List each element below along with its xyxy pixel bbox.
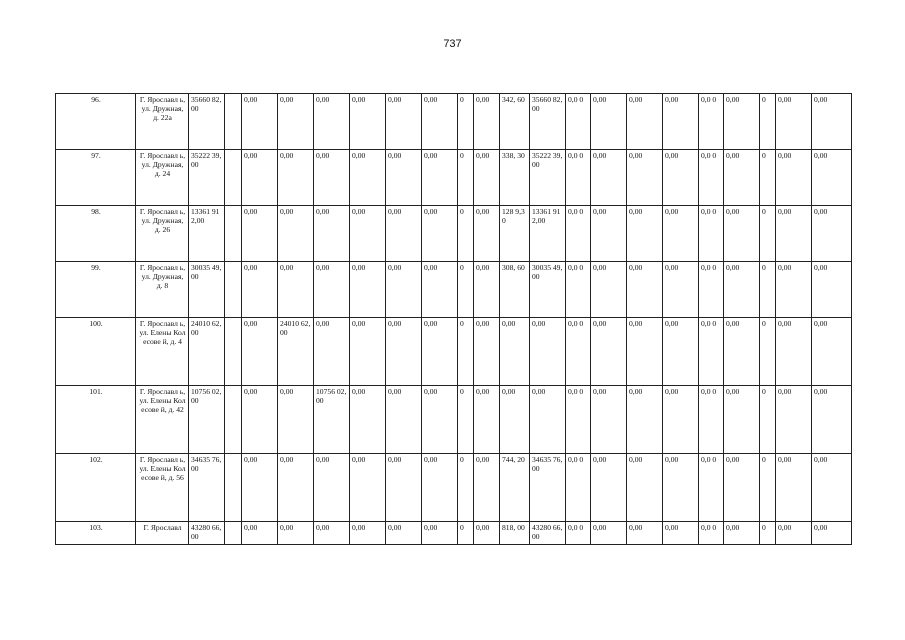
value-cell: 0,0 0	[566, 386, 591, 454]
value-cell: 0,00	[627, 150, 663, 206]
value-cell: 0,00	[422, 94, 458, 150]
value-cell: 0,00	[627, 386, 663, 454]
value-cell: 0,00	[278, 262, 314, 318]
register-table	[55, 93, 852, 545]
address-cell: Г. Ярославл ь, ул. Дружная, д. 24	[136, 150, 189, 206]
value-cell: 0,00	[663, 522, 699, 545]
value-cell: 0,00	[591, 454, 627, 522]
value-cell: 35222 39,00	[189, 150, 225, 206]
table-row	[56, 262, 852, 318]
value-cell: 0,00	[776, 206, 812, 262]
address-cell: Г. Ярославл	[136, 522, 189, 545]
value-cell: 0,00	[812, 206, 852, 262]
address-cell: Г. Ярославл ь, ул. Дружная, д. 22а	[136, 94, 189, 150]
value-cell: 0,00	[474, 262, 500, 318]
value-cell: 0	[760, 454, 776, 522]
value-cell: 0,00	[663, 262, 699, 318]
value-cell: 0,0 0	[566, 94, 591, 150]
value-cell: 0,00	[386, 262, 422, 318]
value-cell: 0	[760, 206, 776, 262]
value-cell: 0,00	[591, 318, 627, 386]
table-row	[56, 150, 852, 206]
value-cell: 0,00	[530, 386, 566, 454]
value-cell: 34635 76,00	[189, 454, 225, 522]
value-cell: 0,00	[627, 262, 663, 318]
value-cell: 0,00	[350, 150, 386, 206]
table-row	[56, 318, 852, 386]
value-cell: 13361 912,00	[189, 206, 225, 262]
value-cell: 0,00	[242, 318, 278, 386]
value-cell: 0,00	[474, 454, 500, 522]
value-cell: 0,00	[278, 522, 314, 545]
address-cell: Г. Ярославл ь, ул. Дружная, д. 26	[136, 206, 189, 262]
value-cell: 0,0 0	[566, 318, 591, 386]
value-cell: 30035 49,00	[530, 262, 566, 318]
value-cell: 0,00	[278, 150, 314, 206]
value-cell: 0,00	[422, 150, 458, 206]
address-cell: Г. Ярославл ь, ул. Елены Колесове й, д. 42	[136, 386, 189, 454]
value-cell: 0,00	[627, 454, 663, 522]
value-cell: 0,00	[663, 206, 699, 262]
table-row	[56, 206, 852, 262]
value-cell: 0,00	[422, 318, 458, 386]
value-cell: 0,00	[812, 522, 852, 545]
value-cell: 0,00	[314, 94, 350, 150]
value-cell: 0,0 0	[699, 522, 724, 545]
value-cell: 0,0 0	[566, 262, 591, 318]
value-cell: 0,00	[776, 522, 812, 545]
value-cell	[225, 206, 242, 262]
value-cell: 0,00	[627, 318, 663, 386]
value-cell: 0,00	[812, 386, 852, 454]
address-cell: Г. Ярославл ь, ул. Дружная, д. 8	[136, 262, 189, 318]
value-cell	[225, 522, 242, 545]
value-cell: 0,00	[591, 386, 627, 454]
row-number-cell: 97.	[56, 150, 136, 206]
value-cell: 0,0 0	[699, 262, 724, 318]
value-cell: 0,00	[350, 522, 386, 545]
value-cell: 0,00	[314, 318, 350, 386]
value-cell: 0	[760, 262, 776, 318]
value-cell: 35660 82,00	[530, 94, 566, 150]
value-cell: 0	[458, 522, 474, 545]
value-cell: 0,00	[591, 522, 627, 545]
value-cell: 0,00	[812, 262, 852, 318]
value-cell: 0,00	[591, 150, 627, 206]
value-cell: 0,0 0	[699, 206, 724, 262]
value-cell: 0,00	[242, 454, 278, 522]
value-cell: 0,00	[591, 262, 627, 318]
value-cell: 0,00	[627, 522, 663, 545]
value-cell: 0,00	[474, 522, 500, 545]
value-cell: 0,00	[663, 318, 699, 386]
value-cell: 0	[760, 318, 776, 386]
value-cell: 0,00	[591, 206, 627, 262]
table-row	[56, 386, 852, 454]
row-number-cell: 103.	[56, 522, 136, 545]
row-number-cell: 98.	[56, 206, 136, 262]
table-row	[56, 522, 852, 545]
value-cell	[225, 262, 242, 318]
value-cell: 35660 82,00	[189, 94, 225, 150]
value-cell: 0	[760, 150, 776, 206]
value-cell: 30035 49,00	[189, 262, 225, 318]
value-cell: 0,00	[242, 262, 278, 318]
address-cell: Г. Ярославл ь, ул. Елены Колесове й, д. 4	[136, 318, 189, 386]
value-cell	[225, 386, 242, 454]
value-cell: 0,00	[663, 454, 699, 522]
value-cell: 308, 60	[500, 262, 530, 318]
value-cell: 0,00	[724, 522, 760, 545]
value-cell: 0,00	[422, 454, 458, 522]
value-cell: 0,0 0	[566, 206, 591, 262]
value-cell: 0	[458, 94, 474, 150]
value-cell: 0,00	[474, 206, 500, 262]
value-cell: 0,00	[812, 150, 852, 206]
value-cell: 0,00	[812, 454, 852, 522]
page-number: 737	[443, 38, 462, 50]
value-cell: 0,00	[724, 94, 760, 150]
value-cell	[225, 94, 242, 150]
value-cell: 43280 66,00	[530, 522, 566, 545]
value-cell: 0,0 0	[699, 94, 724, 150]
value-cell: 0,00	[724, 150, 760, 206]
value-cell: 0,00	[386, 94, 422, 150]
value-cell: 342, 60	[500, 94, 530, 150]
value-cell: 35222 39,00	[530, 150, 566, 206]
value-cell: 744, 20	[500, 454, 530, 522]
value-cell: 0,00	[386, 318, 422, 386]
value-cell: 13361 912,00	[530, 206, 566, 262]
value-cell: 0,00	[422, 386, 458, 454]
value-cell: 0,0 0	[566, 522, 591, 545]
value-cell: 0,00	[242, 386, 278, 454]
value-cell: 0,00	[776, 318, 812, 386]
value-cell: 0,00	[278, 206, 314, 262]
value-cell: 0,00	[386, 206, 422, 262]
value-cell: 0,0 0	[699, 150, 724, 206]
value-cell	[225, 454, 242, 522]
value-cell: 10756 02,00	[314, 386, 350, 454]
value-cell: 0,00	[422, 262, 458, 318]
value-cell: 0,00	[278, 454, 314, 522]
table-row	[56, 94, 852, 150]
value-cell: 0,00	[474, 386, 500, 454]
value-cell: 0,00	[776, 386, 812, 454]
value-cell: 0,00	[530, 318, 566, 386]
value-cell: 128 9,30	[500, 206, 530, 262]
value-cell: 0,00	[386, 386, 422, 454]
value-cell: 0,00	[591, 94, 627, 150]
value-cell: 0,00	[386, 150, 422, 206]
value-cell: 0	[760, 386, 776, 454]
value-cell: 0,00	[776, 454, 812, 522]
value-cell: 0	[458, 318, 474, 386]
value-cell: 0,00	[314, 522, 350, 545]
value-cell: 0,00	[627, 94, 663, 150]
value-cell: 0,00	[314, 206, 350, 262]
value-cell: 0,00	[350, 386, 386, 454]
value-cell: 0	[458, 262, 474, 318]
value-cell: 0,00	[812, 318, 852, 386]
value-cell: 0,00	[474, 150, 500, 206]
value-cell: 0,0 0	[566, 454, 591, 522]
value-cell: 0,00	[812, 94, 852, 150]
value-cell: 0,00	[242, 94, 278, 150]
value-cell: 0,00	[314, 262, 350, 318]
value-cell: 0,00	[242, 150, 278, 206]
value-cell: 0	[760, 522, 776, 545]
value-cell: 0,00	[776, 94, 812, 150]
value-cell: 338, 30	[500, 150, 530, 206]
value-cell: 0,00	[314, 150, 350, 206]
value-cell	[225, 150, 242, 206]
value-cell: 0,00	[627, 206, 663, 262]
value-cell: 0,00	[314, 454, 350, 522]
value-cell: 0,0 0	[566, 150, 591, 206]
value-cell: 0,00	[724, 386, 760, 454]
value-cell: 0,00	[500, 386, 530, 454]
value-cell: 34635 76,00	[530, 454, 566, 522]
value-cell: 0,00	[386, 454, 422, 522]
value-cell: 0	[458, 150, 474, 206]
value-cell: 0,00	[663, 94, 699, 150]
value-cell: 0	[760, 94, 776, 150]
value-cell: 0,00	[724, 206, 760, 262]
value-cell: 0,0 0	[699, 454, 724, 522]
value-cell: 0,00	[474, 318, 500, 386]
value-cell: 0,0 0	[699, 318, 724, 386]
table-row	[56, 454, 852, 522]
value-cell: 0,00	[350, 454, 386, 522]
value-cell	[225, 318, 242, 386]
value-cell: 0,00	[242, 522, 278, 545]
row-number-cell: 101.	[56, 386, 136, 454]
value-cell: 0,00	[724, 454, 760, 522]
value-cell: 818, 00	[500, 522, 530, 545]
value-cell: 0,00	[278, 386, 314, 454]
value-cell: 0,00	[724, 318, 760, 386]
value-cell: 0	[458, 454, 474, 522]
address-cell: Г. Ярославл ь, ул. Елены Колесове й, д. 56	[136, 454, 189, 522]
value-cell: 0,00	[663, 386, 699, 454]
value-cell: 24010 62,00	[189, 318, 225, 386]
value-cell: 0,00	[350, 318, 386, 386]
value-cell: 0,00	[350, 262, 386, 318]
value-cell: 0,00	[278, 94, 314, 150]
value-cell: 0	[458, 206, 474, 262]
value-cell: 0	[458, 386, 474, 454]
value-cell: 0,00	[474, 94, 500, 150]
value-cell: 0,00	[776, 262, 812, 318]
value-cell: 0,00	[350, 206, 386, 262]
value-cell: 24010 62,00	[278, 318, 314, 386]
value-cell: 0,00	[422, 522, 458, 545]
row-number-cell: 99.	[56, 262, 136, 318]
value-cell: 0,00	[663, 150, 699, 206]
value-cell: 0,00	[500, 318, 530, 386]
row-number-cell: 96.	[56, 94, 136, 150]
value-cell: 0,00	[724, 262, 760, 318]
row-number-cell: 100.	[56, 318, 136, 386]
value-cell: 0,00	[776, 150, 812, 206]
value-cell: 0,00	[422, 206, 458, 262]
value-cell: 43280 66,00	[189, 522, 225, 545]
value-cell: 0,00	[350, 94, 386, 150]
value-cell: 10756 02,00	[189, 386, 225, 454]
row-number-cell: 102.	[56, 454, 136, 522]
value-cell: 0,0 0	[699, 386, 724, 454]
value-cell: 0,00	[242, 206, 278, 262]
value-cell: 0,00	[386, 522, 422, 545]
